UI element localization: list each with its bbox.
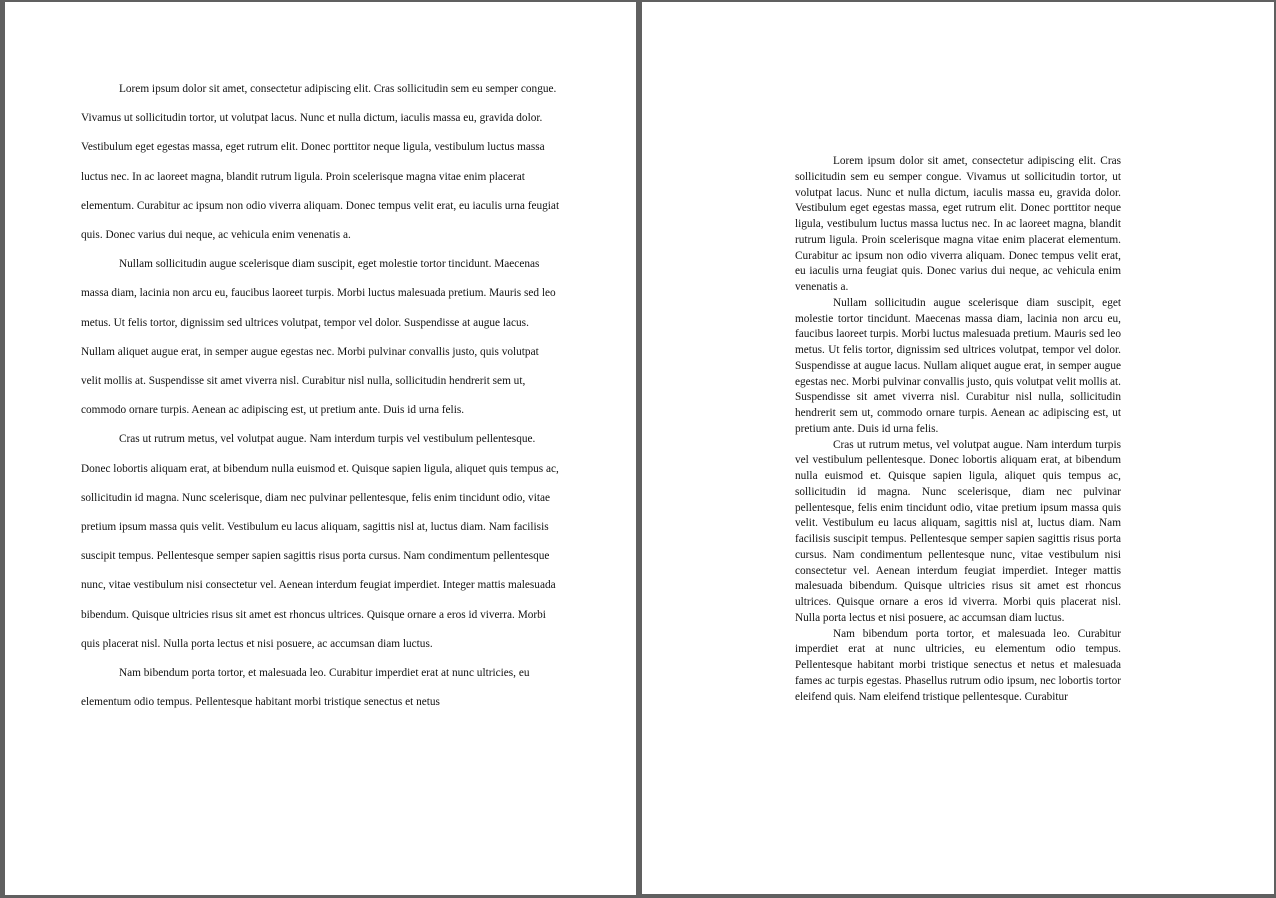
paragraph: Nullam sollicitudin augue scelerisque diam suscipit, eget molestie tortor tincidunt. Maecenas massa diam, lacinia non arcu eu, faucibus laoreet turpis. Morbi luctus malesuada pretium. Mauris sed leo metus. Ut felis tortor, dignissim sed ultrices volutpat, tempor vel dolor. Suspendisse at augue lacus. Nullam aliquet augue erat, in semper augue egestas nec. Morbi pulvinar convallis justo, quis volutpat velit mollis at. Suspendisse sit amet viverra nisl. Curabitur nisl nulla, sollicitudin hendrerit sem ut, commodo ornare turpis. Aenean ac adipiscing est, ut pretium ante. Duis id urna felis. bbox=[795, 296, 1121, 435]
paragraph: Nam bibendum porta tortor, et malesuada leo. Curabitur imperdiet erat at nunc ultricies, eu elementum odio tempus. Pellentesque habitant morbi tristique senectus et netus et malesuada fames ac turpis egestas. Phasellus rutrum odio ipsum, nec lobortis tortor eleifend quis. Nam eleifend tristique pellentesque. Curabitur bbox=[795, 627, 1121, 703]
paragraph: Cras ut rutrum metus, vel volutpat augue. Nam interdum turpis vel vestibulum pellentesque. Donec lobortis aliquam erat, at bibendum nulla euismod et. Quisque sapien ligula, aliquet quis tempus ac, sollicitudin id magna. Nunc scelerisque, diam nec pulvinar pellentesque, felis enim tincidunt odio, vitae pretium ipsum massa quis velit. Vestibulum eu lacus aliquam, sagittis nisl at, luctus diam. Nam facilisis suscipit tempus. Pellentesque semper sapien sagittis risus porta cursus. Nam condimentum pellentesque nunc, vitae vestibulum nisi consectetur vel. Aenean interdum feugiat imperdiet. Integer mattis malesuada bibendum. Quisque ultricies risus sit amet est rhoncus ultrices. Quisque ornare a eros id viverra. Morbi quis placerat nisl. Nulla porta lectus et nisi posuere, ac accumsan diam luctus. bbox=[795, 438, 1121, 624]
page-body-text bbox=[81, 75, 561, 717]
page-body-text bbox=[795, 154, 1121, 705]
paragraph: Nam bibendum porta tortor, et malesuada leo. Curabitur imperdiet erat at nunc ultricies, eu elementum odio tempus. Pellentesque habitant morbi tristique senectus et netus bbox=[81, 667, 530, 709]
page-double-spaced bbox=[5, 2, 636, 895]
paragraph: Nullam sollicitudin augue scelerisque diam suscipit, eget molestie tortor tincidunt. Maecenas massa diam, lacinia non arcu eu, faucibus laoreet turpis. Morbi luctus malesuada pretium. Mauris sed leo metus. Ut felis tortor, dignissim sed ultrices volutpat, tempor vel dolor. Suspendisse at augue lacus. Nullam aliquet augue erat, in semper augue egestas nec. Morbi pulvinar convallis justo, quis volutpat velit mollis at. Suspendisse sit amet viverra nisl. Curabitur nisl nulla, sollicitudin hendrerit sem ut, commodo ornare turpis. Aenean ac adipiscing est, ut pretium ante. Duis id urna felis. bbox=[81, 258, 556, 417]
paragraph: Lorem ipsum dolor sit amet, consectetur adipiscing elit. Cras sollicitudin sem eu semper congue. Vivamus ut sollicitudin tortor, ut volutpat lacus. Nunc et nulla dictum, iaculis massa eu, gravida dolor. Vestibulum eget egestas massa, eget rutrum elit. Donec porttitor neque ligula, vestibulum luctus massa luctus nec. In ac laoreet magna, blandit rutrum ligula. Proin scelerisque magna vitae enim placerat elementum. Curabitur ac ipsum non odio viverra aliquam. Donec tempus velit erat, eu iaculis urna feugiat quis. Donec varius dui neque, ac vehicula enim venenatis a. bbox=[795, 155, 1121, 293]
page-single-spaced-justified bbox=[642, 2, 1274, 894]
paragraph: Lorem ipsum dolor sit amet, consectetur adipiscing elit. Cras sollicitudin sem eu semper congue. Vivamus ut sollicitudin tortor, ut volutpat lacus. Nunc et nulla dictum, iaculis massa eu, gravida dolor. Vestibulum eget egestas massa, eget rutrum elit. Donec porttitor neque ligula, vestibulum luctus massa luctus nec. In ac laoreet magna, blandit rutrum ligula. Proin scelerisque magna vitae enim placerat elementum. Curabitur ac ipsum non odio viverra aliquam. Donec tempus velit erat, eu iaculis urna feugiat quis. Donec varius dui neque, ac vehicula enim venenatis a. bbox=[81, 83, 560, 242]
paragraph: Cras ut rutrum metus, vel volutpat augue. Nam interdum turpis vel vestibulum pellentesque. Donec lobortis aliquam erat, at bibendum nulla euismod et. Quisque sapien ligula, aliquet quis tempus ac, sollicitudin id magna. Nunc scelerisque, diam nec pulvinar pellentesque, felis enim tincidunt odio, vitae pretium ipsum massa quis velit. Vestibulum eu lacus aliquam, sagittis nisl at, luctus diam. Nam facilisis suscipit tempus. Pellentesque semper sapien sagittis risus porta cursus. Nam condimentum pellentesque nunc, vitae vestibulum nisi consectetur vel. Aenean interdum feugiat imperdiet. Integer mattis malesuada bibendum. Quisque ultricies risus sit amet est rhoncus ultrices. Quisque ornare a eros id viverra. Morbi quis placerat nisl. Nulla porta lectus et nisi posuere, ac accumsan diam luctus. bbox=[81, 433, 559, 650]
